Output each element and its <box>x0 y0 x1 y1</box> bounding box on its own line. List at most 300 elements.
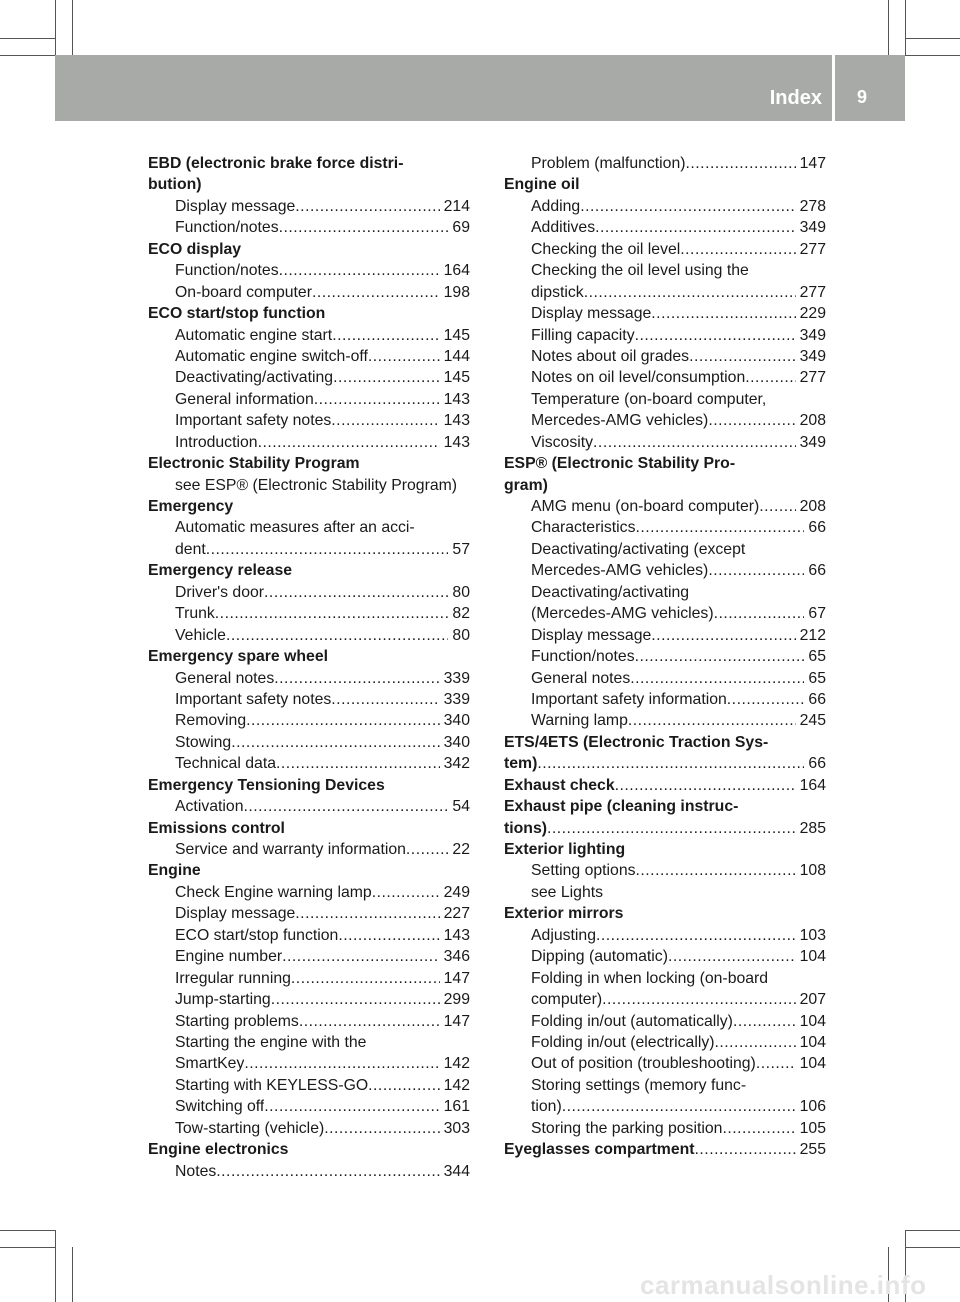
entry-label: Exhaust check <box>504 776 615 794</box>
crop-mark <box>905 55 960 56</box>
leader-dots <box>299 1011 440 1032</box>
index-entry <box>504 668 826 689</box>
index-entry <box>504 968 826 989</box>
index-entry <box>504 367 826 388</box>
index-heading <box>148 496 470 517</box>
page-reference[interactable]: 147 <box>443 969 470 987</box>
leader-dots <box>695 1139 796 1160</box>
entry-label: Storing the parking position <box>531 1119 723 1137</box>
leader-dots <box>264 1096 439 1117</box>
leader-dots <box>368 1075 439 1096</box>
entry-label: Adjusting <box>531 926 596 944</box>
page-reference[interactable]: 103 <box>799 926 826 944</box>
leader-dots <box>338 925 439 946</box>
entry-label: AMG menu (on-board computer) <box>531 498 760 515</box>
index-entry <box>148 539 470 560</box>
entry-label: Stowing <box>175 733 232 751</box>
entry-label: bution) <box>148 176 202 194</box>
leader-dots <box>312 282 440 303</box>
page-reference[interactable]: 142 <box>443 1076 470 1094</box>
leader-dots <box>279 217 449 238</box>
leader-dots <box>602 989 796 1010</box>
index-entry <box>504 517 826 538</box>
page-reference[interactable]: 255 <box>799 1141 826 1159</box>
index-entry <box>504 1032 826 1053</box>
entry-label: tem) <box>504 755 538 773</box>
entry-label: Storing settings (memory func- <box>531 1076 747 1094</box>
page-reference[interactable]: 104 <box>799 1055 826 1073</box>
entry-label: Display message <box>531 626 652 644</box>
entry-label: Important safety notes <box>175 690 332 708</box>
entry-label: Viscosity <box>531 433 594 451</box>
index-entry <box>504 1011 826 1032</box>
index-entry <box>148 968 470 989</box>
entry-label: computer) <box>531 991 603 1009</box>
leader-dots <box>756 1053 796 1074</box>
entry-label: Problem (malfunction) <box>531 155 686 172</box>
page-reference[interactable]: 106 <box>799 1098 826 1116</box>
entry-label: Important safety notes <box>175 412 332 430</box>
index-entry <box>148 946 470 967</box>
index-entry <box>148 925 470 946</box>
page-reference[interactable]: 349 <box>799 326 826 344</box>
index-entry <box>504 1075 826 1096</box>
entry-label: Switching off <box>175 1098 265 1116</box>
leader-dots <box>406 839 449 860</box>
entry-label: Out of position (troubleshooting) <box>531 1055 756 1073</box>
index-entry <box>148 1032 470 1053</box>
index-heading <box>504 775 826 796</box>
entry-label: Automatic engine switch-off <box>175 347 368 365</box>
entry-label: Emergency Tensioning Devices <box>148 776 385 794</box>
page-title: Index <box>769 87 822 109</box>
crop-mark <box>55 0 56 55</box>
entry-label: Characteristics <box>531 519 636 537</box>
index-entry <box>148 1161 470 1182</box>
leader-dots <box>331 689 439 710</box>
index-heading <box>504 1139 826 1160</box>
index-heading <box>148 239 470 260</box>
page-reference[interactable]: 303 <box>443 1119 470 1137</box>
leader-dots <box>332 325 439 346</box>
entry-label: General notes <box>175 669 275 687</box>
index-entry <box>504 410 826 431</box>
index-entry <box>148 475 470 496</box>
page-reference[interactable]: 207 <box>799 991 826 1009</box>
entry-label: Engine oil <box>504 176 580 194</box>
leader-dots <box>727 689 805 710</box>
leader-dots <box>271 989 440 1010</box>
entry-label: General notes <box>531 669 631 687</box>
index-entry <box>148 753 470 774</box>
index-heading <box>148 1139 470 1160</box>
index-entry <box>148 903 470 924</box>
page-reference[interactable]: 143 <box>443 390 470 408</box>
entry-label: dipstick <box>531 283 584 301</box>
entry-label: Emergency spare wheel <box>148 648 328 666</box>
index-entry <box>504 539 826 560</box>
entry-label: SmartKey <box>175 1055 245 1073</box>
index-heading <box>504 732 826 753</box>
page-reference[interactable]: 145 <box>443 369 470 387</box>
index-heading <box>504 903 826 924</box>
leader-dots <box>244 796 449 817</box>
entry-label: Starting with KEYLESS-GO <box>175 1076 369 1094</box>
leader-dots <box>314 389 440 410</box>
index-entry <box>504 689 826 710</box>
page-reference[interactable]: 144 <box>443 347 470 365</box>
page-reference[interactable]: 249 <box>443 883 470 901</box>
entry-label: Notes on oil level/consumption <box>531 369 746 387</box>
page-reference[interactable]: 66 <box>808 690 826 708</box>
index-entry <box>148 625 470 646</box>
entry-label: Emissions control <box>148 819 285 837</box>
page-reference[interactable]: 147 <box>799 155 826 172</box>
index-entry <box>148 517 470 538</box>
page-reference[interactable]: 108 <box>799 862 826 880</box>
leader-dots <box>722 1118 795 1139</box>
page-reference[interactable]: 339 <box>443 690 470 708</box>
page-reference[interactable]: 340 <box>443 712 470 730</box>
index-entry <box>148 282 470 303</box>
index-entry <box>148 1011 470 1032</box>
page-reference[interactable]: 208 <box>799 412 826 430</box>
page-reference[interactable]: 277 <box>799 283 826 301</box>
page-reference[interactable]: 66 <box>808 519 826 537</box>
index-heading <box>504 753 826 774</box>
entry-label: Starting the engine with the <box>175 1033 367 1051</box>
page-reference[interactable]: 277 <box>799 240 826 258</box>
index-entry <box>504 625 826 646</box>
page-reference[interactable]: 227 <box>443 905 470 923</box>
leader-dots <box>635 517 804 538</box>
entry-label: ECO start/stop function <box>175 926 339 944</box>
entry-label: Engine electronics <box>148 1141 289 1159</box>
index-entry <box>504 603 826 624</box>
entry-label: Folding in/out (automatically) <box>531 1012 733 1030</box>
page-reference[interactable]: 349 <box>799 219 826 237</box>
entry-label: Deactivating/activating (except <box>531 540 746 558</box>
index-entry <box>504 239 826 260</box>
entry-label: Display message <box>175 905 296 923</box>
entry-label: Technical data <box>175 755 276 773</box>
leader-dots <box>244 1053 439 1074</box>
leader-dots <box>686 153 796 174</box>
leader-dots <box>628 710 796 731</box>
page-reference[interactable]: 54 <box>452 798 470 816</box>
leader-dots <box>331 410 439 431</box>
index-entry <box>148 989 470 1010</box>
index-entry <box>504 925 826 946</box>
page-reference[interactable]: 104 <box>799 1033 826 1051</box>
entry-label: Introduction <box>175 433 258 451</box>
index-entry <box>504 325 826 346</box>
leader-dots <box>372 882 440 903</box>
index-heading <box>504 818 826 839</box>
index-entry <box>504 1118 826 1139</box>
page-reference[interactable]: 145 <box>443 326 470 344</box>
leader-dots <box>715 1032 796 1053</box>
page-reference[interactable]: 344 <box>443 1162 470 1180</box>
index-entry <box>148 796 470 817</box>
index-entry <box>148 668 470 689</box>
page-reference[interactable]: 105 <box>799 1119 826 1137</box>
leader-dots <box>584 282 796 303</box>
index-entry <box>504 432 826 453</box>
index-entry <box>148 1096 470 1117</box>
entry-label: Engine <box>148 862 201 880</box>
leader-dots <box>668 946 796 967</box>
page-reference[interactable]: 245 <box>799 712 826 730</box>
leader-dots <box>537 753 804 774</box>
page-reference[interactable]: 349 <box>799 347 826 365</box>
index-entry <box>148 346 470 367</box>
entry-label: Important safety information <box>531 690 727 708</box>
leader-dots <box>580 196 795 217</box>
leader-dots <box>547 818 796 839</box>
index-entry <box>504 496 826 517</box>
entry-label: Tow-starting (vehicle) <box>175 1119 325 1137</box>
index-entry <box>148 1053 470 1074</box>
entry-label: Emergency release <box>148 562 293 580</box>
page-reference[interactable]: 278 <box>799 197 826 215</box>
index-entry <box>504 860 826 881</box>
entry-label: Notes <box>175 1162 217 1180</box>
entry-label: Setting options <box>531 862 636 880</box>
leader-dots <box>279 260 440 281</box>
leader-dots <box>635 646 805 667</box>
index-column-right <box>504 153 826 1161</box>
index-entry <box>504 989 826 1010</box>
page-reference[interactable]: 285 <box>799 819 826 837</box>
index-heading <box>148 453 470 474</box>
page-reference[interactable]: 142 <box>443 1055 470 1073</box>
leader-dots <box>231 732 439 753</box>
entry-label: gram) <box>504 476 548 494</box>
entry-label: ESP® (Electronic Stability Pro- <box>504 455 736 473</box>
page-reference[interactable]: 161 <box>443 1098 470 1116</box>
entry-label: Automatic measures after an acci- <box>175 519 415 537</box>
index-entry <box>504 389 826 410</box>
page-number: 9 <box>857 87 868 107</box>
entry-label: On-board computer <box>175 283 312 301</box>
header-divider <box>832 55 835 121</box>
page-reference[interactable]: 80 <box>452 626 470 644</box>
entry-label: ECO display <box>148 240 242 258</box>
crop-mark <box>888 0 889 55</box>
index-entry <box>504 196 826 217</box>
leader-dots <box>745 367 795 388</box>
entry-label: Mercedes-AMG vehicles) <box>531 412 709 430</box>
entry-label: Filling capacity <box>531 326 635 344</box>
crop-mark <box>905 38 960 39</box>
entry-label: tions) <box>504 819 547 837</box>
page-reference[interactable]: 67 <box>808 605 826 623</box>
entry-label: Display message <box>175 197 296 215</box>
index-heading <box>148 818 470 839</box>
index-entry <box>148 196 470 217</box>
index-entry <box>148 325 470 346</box>
leader-dots <box>562 1096 796 1117</box>
index-entry <box>148 689 470 710</box>
leader-dots <box>276 753 440 774</box>
entry-label: Engine number <box>175 948 283 966</box>
page-reference[interactable]: 277 <box>799 369 826 387</box>
entry-label: Vehicle <box>175 626 226 644</box>
page-reference[interactable]: 164 <box>443 262 470 280</box>
page-reference[interactable]: 346 <box>443 948 470 966</box>
crop-mark <box>905 1230 960 1231</box>
index-entry <box>148 882 470 903</box>
leader-dots <box>596 925 796 946</box>
watermark: carmanualsonline.info <box>640 1270 927 1300</box>
leader-dots <box>593 432 796 453</box>
page-reference[interactable]: 349 <box>799 433 826 451</box>
index-heading <box>148 775 470 796</box>
entry-label: dent <box>175 540 206 558</box>
page-reference[interactable]: 342 <box>443 755 470 773</box>
page-reference[interactable]: 69 <box>452 219 470 237</box>
entry-label: ECO start/stop function <box>148 305 326 323</box>
leader-dots <box>295 903 439 924</box>
entry-label: Warning lamp <box>531 712 628 730</box>
index-heading <box>148 303 470 324</box>
leader-dots <box>368 346 440 367</box>
page-reference[interactable]: 82 <box>452 605 470 623</box>
index-entry <box>504 217 826 238</box>
entry-label: Adding <box>531 197 581 215</box>
page-reference[interactable]: 65 <box>808 669 826 687</box>
entry-label: Electronic Stability Program <box>148 455 360 473</box>
page-reference[interactable]: 299 <box>443 991 470 1009</box>
page-reference[interactable]: 212 <box>799 626 826 644</box>
page-reference[interactable]: 143 <box>443 412 470 430</box>
index-entry <box>504 946 826 967</box>
crop-mark <box>72 1247 73 1302</box>
index-entry <box>148 410 470 431</box>
entry-label: ETS/4ETS (Electronic Traction Sys- <box>504 733 769 751</box>
leader-dots <box>274 668 439 689</box>
page-reference[interactable]: 65 <box>808 648 826 666</box>
index-entry <box>504 882 826 903</box>
entry-label: Temperature (on-board computer, <box>531 390 767 408</box>
page-reference[interactable]: 143 <box>443 433 470 451</box>
page-reference[interactable]: 143 <box>443 926 470 944</box>
index-entry <box>148 839 470 860</box>
entry-label: EBD (electronic brake force distri- <box>148 155 404 172</box>
entry-label: Starting problems <box>175 1012 299 1030</box>
index-heading <box>504 453 826 474</box>
leader-dots <box>324 1118 439 1139</box>
page-reference[interactable]: 80 <box>452 583 470 601</box>
page-reference[interactable]: 214 <box>443 197 470 215</box>
page-reference[interactable]: 147 <box>443 1012 470 1030</box>
index-heading <box>148 860 470 881</box>
crop-mark <box>0 38 55 39</box>
page-reference[interactable]: 104 <box>799 948 826 966</box>
index-entry <box>504 303 826 324</box>
leader-dots <box>246 710 440 731</box>
entry-label: Irregular running <box>175 969 291 987</box>
index-entry <box>148 582 470 603</box>
leader-dots <box>733 1011 796 1032</box>
leader-dots <box>264 582 448 603</box>
entry-label: see Lights <box>531 883 604 901</box>
entry-label: Activation <box>175 798 244 816</box>
index-heading <box>148 174 470 195</box>
page-reference[interactable]: 198 <box>443 283 470 301</box>
index-entry <box>148 710 470 731</box>
leader-dots <box>708 410 795 431</box>
entry-label: (Mercedes-AMG vehicles) <box>531 605 714 623</box>
entry-label: tion) <box>531 1098 562 1116</box>
entry-label: see ESP® (Electronic Stability Program) <box>175 476 458 494</box>
leader-dots <box>215 603 449 624</box>
page-reference[interactable]: 22 <box>452 841 470 858</box>
index-entry <box>148 432 470 453</box>
leader-dots <box>651 303 795 324</box>
index-entry <box>148 1118 470 1139</box>
entry-label: General information <box>175 390 314 408</box>
page-reference[interactable]: 66 <box>808 562 826 580</box>
index-heading <box>148 153 470 174</box>
crop-mark <box>0 1230 55 1231</box>
crop-mark <box>905 0 906 55</box>
index-entry <box>504 1053 826 1074</box>
entry-label: Folding in/out (electrically) <box>531 1033 715 1051</box>
entry-label: Notes about oil grades <box>531 347 690 365</box>
index-entry <box>504 1096 826 1117</box>
leader-dots <box>680 239 795 260</box>
page-reference[interactable]: 57 <box>452 540 470 558</box>
entry-label: Exterior lighting <box>504 841 626 858</box>
page-reference[interactable]: 164 <box>799 776 826 794</box>
index-heading <box>504 174 826 195</box>
entry-label: Driver's door <box>175 583 265 601</box>
index-heading <box>504 796 826 817</box>
entry-label: Function/notes <box>175 219 279 237</box>
page-reference[interactable]: 340 <box>443 733 470 751</box>
index-column-left <box>148 153 470 1182</box>
index-entry <box>148 217 470 238</box>
entry-label: Automatic engine start <box>175 326 333 344</box>
index-entry <box>504 646 826 667</box>
index-entry <box>504 560 826 581</box>
page-reference[interactable]: 339 <box>443 669 470 687</box>
leader-dots <box>759 496 795 517</box>
page-reference[interactable]: 229 <box>799 305 826 323</box>
entry-label: Display message <box>531 305 652 323</box>
entry-label: Check Engine warning lamp <box>175 883 372 901</box>
entry-label: Folding in when locking (on-board <box>531 969 769 987</box>
crop-mark <box>55 1230 56 1302</box>
entry-label: Function/notes <box>531 648 635 666</box>
index-entry <box>504 260 826 281</box>
leader-dots <box>333 367 440 388</box>
page-reference[interactable]: 104 <box>799 1012 826 1030</box>
entry-label: Service and warranty information <box>175 841 406 858</box>
leader-dots <box>708 560 804 581</box>
leader-dots <box>291 968 440 989</box>
index-entry <box>504 346 826 367</box>
leader-dots <box>282 946 440 967</box>
entry-label: Mercedes-AMG vehicles) <box>531 562 709 580</box>
index-entry <box>504 710 826 731</box>
page-reference[interactable]: 66 <box>808 755 826 773</box>
page-reference[interactable]: 208 <box>799 498 826 515</box>
entry-label: Checking the oil level using the <box>531 262 749 280</box>
entry-label: Removing <box>175 712 247 730</box>
